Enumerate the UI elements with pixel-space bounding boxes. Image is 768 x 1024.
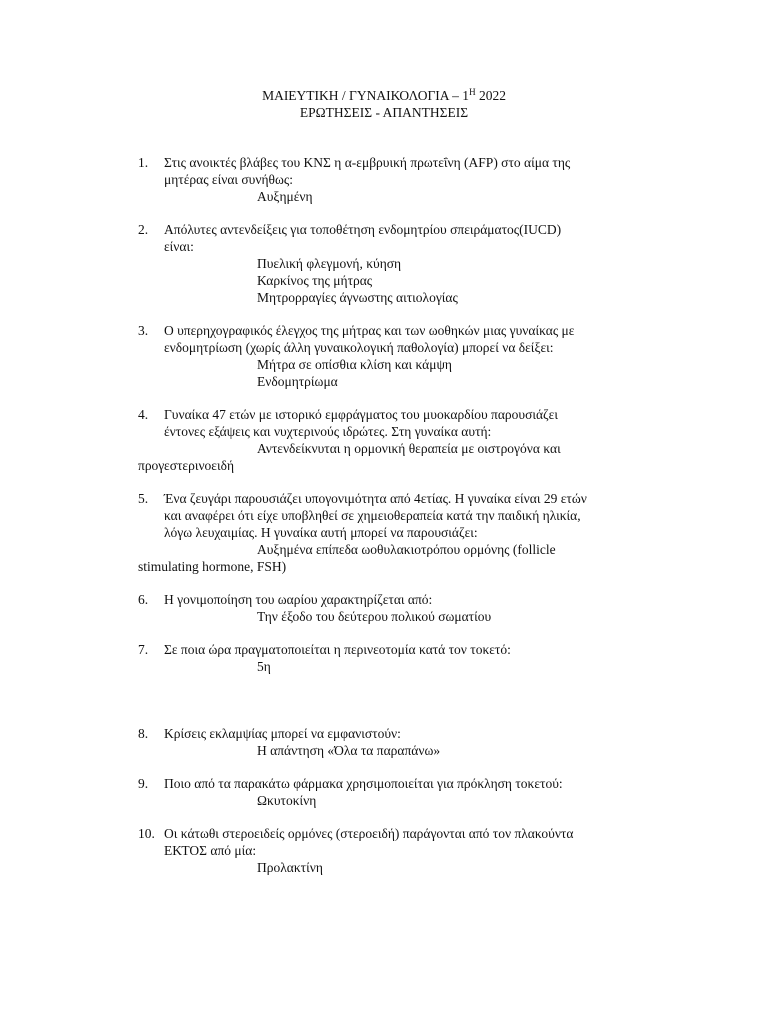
question-text: Ο υπερηχογραφικός έλεγχος της μήτρας και των ωοθηκών μιας γυναίκας με: [164, 323, 575, 338]
question-text: Η γονιμοποίηση του ωαρίου χαρακτηρίζεται από:: [164, 592, 433, 607]
question-text: ΕΚΤΟΣ από μία:: [164, 843, 257, 858]
question-9: [138, 776, 658, 810]
question-number: 6.: [138, 592, 149, 607]
question-text: μητέρας είναι συνήθως:: [164, 172, 293, 187]
question-text: και αναφέρει ότι είχε υποβληθεί σε χημειοθεραπεία κατά την παιδική ηλικία,: [164, 508, 581, 523]
answer-text: Πυελική φλεγμονή, κύηση: [257, 256, 402, 271]
question-text: έντονες εξάψεις και νυχτερινούς ιδρώτες. Στη γυναίκα αυτή:: [164, 424, 492, 439]
question-8: [138, 726, 658, 760]
question-text: ενδομητρίωση (χωρίς άλλη γυναικολογική παθολογία) μπορεί να δείξει:: [164, 340, 554, 355]
question-6: [138, 592, 658, 626]
question-text: Σε ποια ώρα πραγματοποιείται η περινεοτομία κατά τον τοκετό:: [164, 642, 511, 657]
question-text: Γυναίκα 47 ετών με ιστορικό εμφράγματος του μυοκαρδίου παρουσιάζει: [164, 407, 558, 422]
answer-text: Αντενδείκνυται η ορμονική θεραπεία με οιστρογόνα και: [257, 441, 561, 456]
answer-text: Η απάντηση «Όλα τα παραπάνω»: [257, 743, 441, 758]
question-number: 5.: [138, 491, 149, 506]
question-text: Ποιο από τα παρακάτω φάρμακα χρησιμοποιείται για πρόκληση τοκετού:: [164, 776, 563, 791]
question-7: [138, 642, 658, 676]
answer-text: Αυξημένη: [257, 189, 313, 204]
question-text: Ένα ζευγάρι παρουσιάζει υπογονιμότητα από 4ετίας. Η γυναίκα είναι 29 ετών: [164, 491, 587, 506]
answer-text: Μητρορραγίες άγνωστης αιτιολογίας: [257, 290, 458, 305]
question-4: [138, 407, 658, 475]
answer-text-continued: stimulating hormone, FSH): [138, 559, 287, 574]
question-number: 8.: [138, 726, 149, 741]
title-year: 2022: [475, 88, 506, 103]
answer-text: Προλακτίνη: [257, 860, 323, 875]
answer-text: Ενδομητρίωμα: [257, 374, 338, 389]
question-number: 1.: [138, 155, 149, 170]
document-header: [0, 88, 768, 122]
question-5: [138, 491, 658, 576]
answer-text: Αυξημένα επίπεδα ωοθυλακιοτρόπου ορμόνης (follicle: [257, 542, 556, 557]
question-10: [138, 826, 658, 877]
question-number: 9.: [138, 776, 149, 791]
answer-text: 5η: [257, 659, 271, 674]
answer-text: Ωκυτοκίνη: [257, 793, 317, 808]
answer-text-continued: προγεστερινοειδή: [138, 458, 235, 473]
answer-text: Την έξοδο του δεύτερου πολικού σωματίου: [257, 609, 492, 624]
answer-text: Μήτρα σε οπίσθια κλίση και κάμψη: [257, 357, 452, 372]
question-text: Κρίσεις εκλαμψίας μπορεί να εμφανιστούν:: [164, 726, 401, 741]
question-2: [138, 222, 658, 307]
title-text: ΜΑΙΕΥΤΙΚΗ / ΓΥΝΑΙΚΟΛΟΓΙΑ – 1: [262, 88, 470, 103]
question-text: είναι:: [164, 239, 194, 254]
question-number: 10.: [138, 826, 155, 841]
question-number: 3.: [138, 323, 149, 338]
title-superscript: Η: [469, 87, 476, 97]
question-text: λόγω λευχαιμίας. Η γυναίκα αυτή μπορεί να παρουσιάζει:: [164, 525, 478, 540]
answer-text: Καρκίνος της μήτρας: [257, 273, 373, 288]
question-number: 7.: [138, 642, 149, 657]
question-text: Στις ανοικτές βλάβες του ΚΝΣ η α-εμβρυική πρωτεΐνη (AFP) στο αίμα της: [164, 155, 571, 170]
question-text: Οι κάτωθι στεροειδείς ορμόνες (στεροειδή) παράγονται από τον πλακούντα: [164, 826, 574, 841]
question-1: [138, 155, 658, 206]
question-text: Απόλυτες αντενδείξεις για τοποθέτηση ενδομητρίου σπειράματος(IUCD): [164, 222, 562, 237]
question-3: [138, 323, 658, 391]
document-subtitle: ΕΡΩΤΗΣΕΙΣ - ΑΠΑΝΤΗΣΕΙΣ: [299, 105, 469, 120]
question-number: 4.: [138, 407, 149, 422]
document-title: [0, 88, 768, 105]
question-number: 2.: [138, 222, 149, 237]
